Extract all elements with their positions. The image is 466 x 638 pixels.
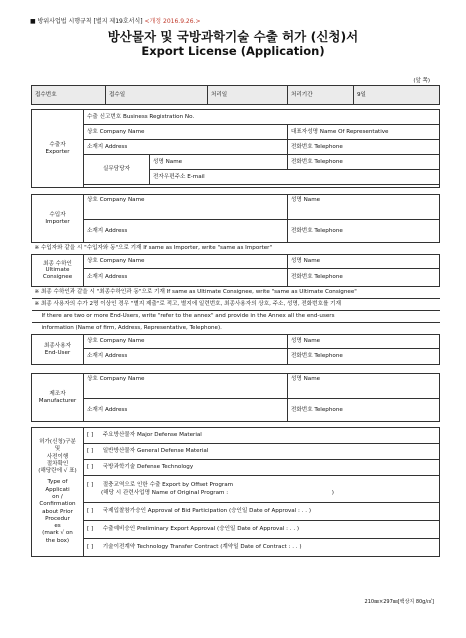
spacer xyxy=(32,365,440,374)
paper-spec-footer: 210㎜×297㎜[백상지 80g/㎡] xyxy=(364,599,434,605)
application-type-label-en-line: about Prior xyxy=(42,508,73,515)
manufacturer-name-field[interactable]: 성명 Name xyxy=(288,374,440,399)
option-label: 절충교역으로 인한 수출 Export by Offset Program xyxy=(102,481,234,488)
importer-telephone-field[interactable]: 전화번호 Telephone xyxy=(288,220,440,243)
note-consignee-1: ※ 최종 수하인과 같을 시 "최종수하인과 동"으로 기재 If same as Ultimate Consignee, write "same as Ultimate Consignee" xyxy=(32,287,440,299)
checkbox[interactable]: [ ] xyxy=(87,526,94,533)
option-label: 일반방산물자 General Defense Material xyxy=(102,448,209,455)
application-type-label-en-line: (mark √ on xyxy=(42,530,73,537)
note-importer: ※ 수입자와 같을 시 "수입자와 동"으로 기재 If same as Importer, write "same as Importer" xyxy=(32,243,440,255)
exporter-label-en: Exporter xyxy=(45,148,70,155)
option-major-defense[interactable] xyxy=(84,428,440,444)
importer-label-en: Importer xyxy=(45,218,70,225)
option-preliminary-approval[interactable] xyxy=(84,521,440,539)
exporter-company-field[interactable]: 상호 Company Name xyxy=(84,125,288,140)
option-label: 수출예비승인 Preliminary Export Approval (승인일 Date of Approval : xyxy=(102,526,289,533)
exporter-telephone-field[interactable]: 전화번호 Telephone xyxy=(288,140,440,155)
manufacturer-label xyxy=(32,374,84,422)
form-reference-text: ■ 방위사업법 시행규칙 [별지 제19호서식] xyxy=(30,18,143,25)
manufacturer-label-ko: 제조자 xyxy=(49,391,66,398)
offset-program-name-label: (해당 시 관련사업명 Name of Original Program : xyxy=(101,490,229,496)
process-days-cell: 9일 xyxy=(354,86,440,105)
exporter-address-field[interactable]: 소재지 Address xyxy=(84,140,288,155)
title-korean: 방산물자 및 국방과학기술 수출 허가 (신청)서 xyxy=(107,29,359,44)
application-type-label-en-line: es xyxy=(54,523,61,530)
application-type-label-line: (해당란에 √ 표) xyxy=(38,468,77,475)
application-type-label-en-line: Confirmation xyxy=(39,501,76,508)
end-user-address-field[interactable]: 소재지 Address xyxy=(84,349,288,365)
exporter-label xyxy=(32,110,84,188)
spacer xyxy=(32,188,440,195)
consignee-label-ko: 최종 수하인 xyxy=(43,260,72,267)
end-user-label-en: End-User xyxy=(44,349,71,356)
checkbox[interactable]: [ ] xyxy=(87,544,94,551)
checkbox[interactable]: [ ] xyxy=(87,508,94,515)
application-type-label xyxy=(32,428,84,557)
note-consignee-3: If there are two or more End-Users, write "refer to the annex" and provide in the Annex all the end-users xyxy=(32,311,440,323)
exporter-label-ko: 수출자 xyxy=(49,142,66,149)
date-placeholder[interactable]: . . ) xyxy=(292,544,302,551)
export-license-form xyxy=(31,85,440,557)
title-english: Export License (Application) xyxy=(141,44,325,58)
checkbox[interactable]: [ ] xyxy=(87,464,94,471)
exporter-staff-email-field[interactable]: 전자우편주소 E-mail xyxy=(150,170,440,185)
consignee-company-field[interactable]: 상호 Company Name xyxy=(84,255,288,269)
checkbox[interactable]: [ ] xyxy=(87,448,94,455)
manufacturer-telephone-field[interactable]: 전화번호 Telephone xyxy=(288,399,440,422)
application-type-label-line: 사전이행 xyxy=(46,453,69,460)
exporter-staff-label: 실무담당자 xyxy=(84,155,150,185)
application-type-label-line: 및 xyxy=(54,446,61,453)
option-label: 국방과학기술 Defense Technology xyxy=(102,464,194,471)
consignee-label xyxy=(32,255,84,287)
note-consignee-2: ※ 최종 사용자의 수가 2명 이상인 경우 "별지 제출"로 적고, 별지에 일련번호, 최종사용자의 상호, 주소, 성명, 전화번호를 기재 xyxy=(32,299,440,311)
option-technology-transfer[interactable] xyxy=(84,539,440,557)
option-label: 기술이전계약 Technology Transfer Contract (계약일 Date of Contract : xyxy=(102,544,291,551)
importer-company-field[interactable]: 상호 Company Name xyxy=(84,195,288,220)
importer-address-field[interactable]: 소재지 Address xyxy=(84,220,288,243)
receipt-date-cell: 접수일 xyxy=(106,86,208,105)
exporter-biz-reg-field[interactable]: 수출 신고번호 Business Registration No. xyxy=(84,110,440,125)
checkbox[interactable]: [ ] xyxy=(87,481,94,488)
end-user-label-ko: 최종사용자 xyxy=(43,343,72,350)
application-type-label-en-line: on / xyxy=(52,494,63,500)
application-type-label-en-line: Procedur xyxy=(45,515,70,522)
option-bid-approval[interactable] xyxy=(84,503,440,521)
exporter-staff-telephone-field[interactable]: 전화번호 Telephone xyxy=(288,155,440,170)
option-general-defense[interactable] xyxy=(84,444,440,460)
option-defense-technology[interactable] xyxy=(84,460,440,476)
option-label: 국제입찰참가승인 Approval of Bid Participation (승인일 Date of Approval : xyxy=(102,508,300,515)
revision-date: <개정 2016.9.26.> xyxy=(144,18,201,25)
consignee-address-field[interactable]: 소재지 Address xyxy=(84,269,288,287)
page-side-label: (앞 쪽) xyxy=(413,78,430,84)
date-placeholder[interactable]: . . ) xyxy=(301,508,312,515)
close-paren: ) xyxy=(331,490,334,496)
consignee-name-field[interactable]: 성명 Name xyxy=(288,255,440,269)
checkbox[interactable]: [ ] xyxy=(87,432,94,439)
application-type-label-en-line: the box) xyxy=(45,537,70,544)
application-type-label-en-line: Applicati xyxy=(45,486,70,493)
note-consignee-4: information (Name of firm, Address, Representative, Telephone). xyxy=(32,323,440,335)
importer-label-ko: 수입자 xyxy=(49,212,66,219)
option-offset-export[interactable] xyxy=(84,476,440,503)
receipt-number-cell: 접수번호 xyxy=(32,86,106,105)
application-type-label-en-line: Type of xyxy=(47,479,68,486)
importer-name-field[interactable]: 성명 Name xyxy=(288,195,440,220)
application-type-label-line: 허가(신청)구분 xyxy=(39,439,76,446)
option-label: 주요방산물자 Major Defense Material xyxy=(102,432,202,439)
process-period-cell: 처리기간 xyxy=(288,86,354,105)
consignee-telephone-field[interactable]: 전화번호 Telephone xyxy=(288,269,440,287)
application-type-label-line: 절차확인 xyxy=(46,460,69,467)
end-user-label xyxy=(32,335,84,365)
process-date-cell: 처리일 xyxy=(208,86,288,105)
end-user-name-field[interactable]: 성명 Name xyxy=(288,335,440,349)
end-user-telephone-field[interactable]: 전화번호 Telephone xyxy=(288,349,440,365)
consignee-label-en: Ultimate Consignee xyxy=(42,267,73,280)
exporter-staff-name-field[interactable]: 성명 Name xyxy=(150,155,288,170)
form-reference xyxy=(30,16,200,25)
manufacturer-address-field[interactable]: 소재지 Address xyxy=(84,399,288,422)
end-user-company-field[interactable]: 상호 Company Name xyxy=(84,335,288,349)
date-placeholder[interactable]: . . ) xyxy=(289,526,300,533)
manufacturer-company-field[interactable]: 상호 Company Name xyxy=(84,374,288,399)
importer-label xyxy=(32,195,84,243)
manufacturer-label-en: Manufacturer xyxy=(38,397,77,404)
exporter-representative-field[interactable]: 대표자성명 Name Of Representative xyxy=(288,125,440,140)
